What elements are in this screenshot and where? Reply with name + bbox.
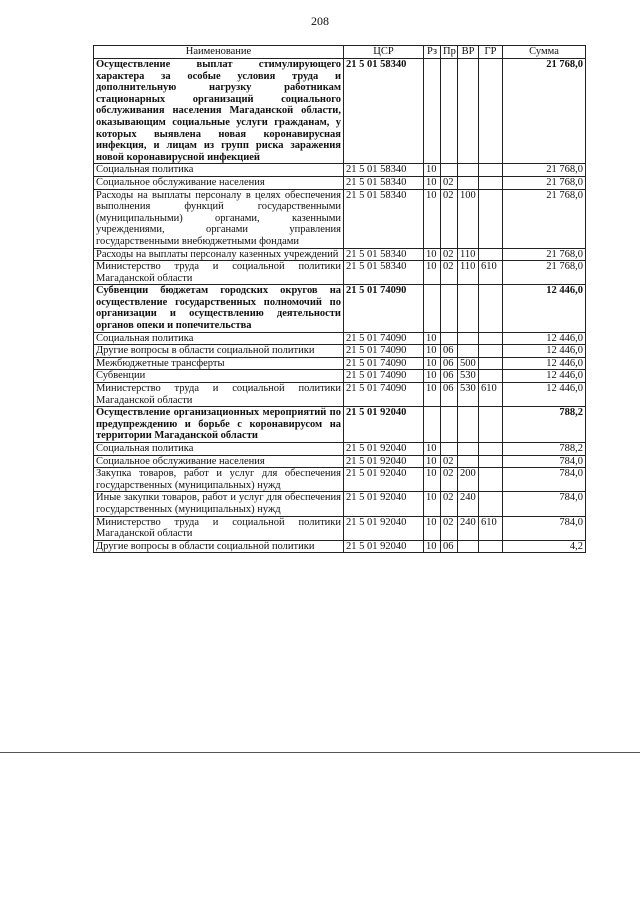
cell-name: Субвенции bbox=[94, 370, 344, 383]
cell-csr: 21 5 01 74090 bbox=[344, 285, 424, 332]
cell-gr: 610 bbox=[479, 516, 503, 540]
table-row bbox=[94, 248, 586, 261]
cell-name: Министерство труда и социальной политики Магаданской области bbox=[94, 383, 344, 407]
cell-sum: 21 768,0 bbox=[503, 261, 586, 285]
cell-gr bbox=[479, 492, 503, 516]
table-row bbox=[94, 370, 586, 383]
cell-pr: 02 bbox=[441, 176, 458, 189]
cell-gr bbox=[479, 540, 503, 553]
cell-pr: 06 bbox=[441, 357, 458, 370]
cell-csr: 21 5 01 74090 bbox=[344, 370, 424, 383]
cell-csr: 21 5 01 74090 bbox=[344, 383, 424, 407]
cell-sum: 12 446,0 bbox=[503, 332, 586, 345]
cell-name: Осуществление организационных мероприятий по предупреждению и борьбе с коронавирусом на территории Магаданской области bbox=[94, 407, 344, 443]
cell-gr bbox=[479, 248, 503, 261]
cell-rz: 10 bbox=[424, 468, 441, 492]
cell-csr: 21 5 01 58340 bbox=[344, 164, 424, 177]
cell-pr: 02 bbox=[441, 468, 458, 492]
table-row bbox=[94, 164, 586, 177]
cell-name: Расходы на выплаты персоналу казенных учреждений bbox=[94, 248, 344, 261]
cell-pr: 02 bbox=[441, 455, 458, 468]
column-header-pr: Пр bbox=[441, 46, 458, 59]
cell-pr: 02 bbox=[441, 492, 458, 516]
cell-name: Министерство труда и социальной политики Магаданской области bbox=[94, 261, 344, 285]
table-row bbox=[94, 407, 586, 443]
table-header-row bbox=[94, 46, 586, 59]
cell-csr: 21 5 01 58340 bbox=[344, 59, 424, 164]
cell-vr: 110 bbox=[458, 248, 479, 261]
cell-rz: 10 bbox=[424, 345, 441, 358]
cell-vr bbox=[458, 332, 479, 345]
table-row bbox=[94, 357, 586, 370]
cell-rz: 10 bbox=[424, 455, 441, 468]
cell-csr: 21 5 01 92040 bbox=[344, 455, 424, 468]
cell-name: Другие вопросы в области социальной политики bbox=[94, 345, 344, 358]
cell-gr bbox=[479, 332, 503, 345]
cell-name: Другие вопросы в области социальной политики bbox=[94, 540, 344, 553]
cell-gr bbox=[479, 443, 503, 456]
cell-sum: 21 768,0 bbox=[503, 176, 586, 189]
cell-rz: 10 bbox=[424, 370, 441, 383]
cell-csr: 21 5 01 92040 bbox=[344, 407, 424, 443]
cell-vr bbox=[458, 540, 479, 553]
cell-name: Субвенции бюджетам городских округов на осуществление государственных полномочий по организации и осуществлению деятельности органов опеки и попечительства bbox=[94, 285, 344, 332]
cell-pr bbox=[441, 332, 458, 345]
cell-csr: 21 5 01 92040 bbox=[344, 468, 424, 492]
cell-name: Иные закупки товаров, работ и услуг для обеспечения государственных (муниципальных) нужд bbox=[94, 492, 344, 516]
cell-sum: 21 768,0 bbox=[503, 59, 586, 164]
cell-rz: 10 bbox=[424, 492, 441, 516]
cell-sum: 788,2 bbox=[503, 407, 586, 443]
cell-name: Закупка товаров, работ и услуг для обеспечения государственных (муниципальных) нужд bbox=[94, 468, 344, 492]
cell-sum: 4,2 bbox=[503, 540, 586, 553]
cell-pr bbox=[441, 164, 458, 177]
cell-pr bbox=[441, 59, 458, 164]
cell-rz bbox=[424, 59, 441, 164]
cell-gr bbox=[479, 455, 503, 468]
cell-pr: 02 bbox=[441, 261, 458, 285]
cell-name: Социальная политика bbox=[94, 332, 344, 345]
cell-csr: 21 5 01 92040 bbox=[344, 516, 424, 540]
cell-gr: 610 bbox=[479, 261, 503, 285]
cell-rz: 10 bbox=[424, 332, 441, 345]
cell-pr: 02 bbox=[441, 189, 458, 248]
cell-sum: 784,0 bbox=[503, 492, 586, 516]
table-body bbox=[94, 59, 586, 553]
cell-rz: 10 bbox=[424, 248, 441, 261]
cell-gr bbox=[479, 468, 503, 492]
table-row bbox=[94, 285, 586, 332]
cell-csr: 21 5 01 92040 bbox=[344, 443, 424, 456]
cell-rz bbox=[424, 407, 441, 443]
cell-rz: 10 bbox=[424, 443, 441, 456]
column-header-csr: ЦСР bbox=[344, 46, 424, 59]
cell-sum: 788,2 bbox=[503, 443, 586, 456]
cell-vr: 530 bbox=[458, 370, 479, 383]
table-row bbox=[94, 468, 586, 492]
cell-csr: 21 5 01 58340 bbox=[344, 176, 424, 189]
cell-name: Социальная политика bbox=[94, 164, 344, 177]
cell-csr: 21 5 01 92040 bbox=[344, 540, 424, 553]
cell-rz: 10 bbox=[424, 383, 441, 407]
table-row bbox=[94, 59, 586, 164]
cell-vr bbox=[458, 59, 479, 164]
cell-gr bbox=[479, 345, 503, 358]
table-row bbox=[94, 176, 586, 189]
cell-pr bbox=[441, 285, 458, 332]
table-row bbox=[94, 189, 586, 248]
cell-name: Социальное обслуживание населения bbox=[94, 176, 344, 189]
column-header-name: Наименование bbox=[94, 46, 344, 59]
cell-gr bbox=[479, 285, 503, 332]
cell-pr bbox=[441, 443, 458, 456]
table-row bbox=[94, 443, 586, 456]
cell-pr: 06 bbox=[441, 383, 458, 407]
cell-rz: 10 bbox=[424, 189, 441, 248]
cell-gr bbox=[479, 407, 503, 443]
cell-sum: 784,0 bbox=[503, 455, 586, 468]
cell-csr: 21 5 01 74090 bbox=[344, 345, 424, 358]
table-row bbox=[94, 492, 586, 516]
cell-pr: 02 bbox=[441, 248, 458, 261]
cell-rz: 10 bbox=[424, 176, 441, 189]
cell-csr: 21 5 01 58340 bbox=[344, 248, 424, 261]
cell-rz: 10 bbox=[424, 357, 441, 370]
table-row bbox=[94, 516, 586, 540]
cell-vr: 110 bbox=[458, 261, 479, 285]
cell-vr bbox=[458, 176, 479, 189]
column-header-gr: ГР bbox=[479, 46, 503, 59]
cell-vr: 240 bbox=[458, 516, 479, 540]
cell-gr bbox=[479, 370, 503, 383]
column-header-rz: Рз bbox=[424, 46, 441, 59]
cell-vr bbox=[458, 164, 479, 177]
cell-csr: 21 5 01 74090 bbox=[344, 357, 424, 370]
cell-sum: 12 446,0 bbox=[503, 383, 586, 407]
cell-vr bbox=[458, 285, 479, 332]
cell-vr bbox=[458, 407, 479, 443]
cell-csr: 21 5 01 92040 bbox=[344, 492, 424, 516]
cell-csr: 21 5 01 58340 bbox=[344, 261, 424, 285]
table-row bbox=[94, 345, 586, 358]
cell-sum: 21 768,0 bbox=[503, 189, 586, 248]
cell-gr: 610 bbox=[479, 383, 503, 407]
cell-pr: 06 bbox=[441, 345, 458, 358]
cell-vr bbox=[458, 455, 479, 468]
cell-sum: 784,0 bbox=[503, 516, 586, 540]
cell-sum: 784,0 bbox=[503, 468, 586, 492]
cell-pr bbox=[441, 407, 458, 443]
cell-rz bbox=[424, 285, 441, 332]
cell-rz: 10 bbox=[424, 164, 441, 177]
cell-name: Расходы на выплаты персоналу в целях обеспечения выполнения функций государственными (муниципальными) органами, казенными учреждениями, органами управления государственными внебюджетными фондами bbox=[94, 189, 344, 248]
table-row bbox=[94, 332, 586, 345]
cell-rz: 10 bbox=[424, 261, 441, 285]
cell-name: Социальное обслуживание населения bbox=[94, 455, 344, 468]
cell-sum: 12 446,0 bbox=[503, 285, 586, 332]
budget-table bbox=[93, 45, 586, 553]
cell-gr bbox=[479, 189, 503, 248]
cell-name: Социальная политика bbox=[94, 443, 344, 456]
cell-gr bbox=[479, 357, 503, 370]
cell-gr bbox=[479, 176, 503, 189]
cell-vr: 240 bbox=[458, 492, 479, 516]
cell-vr: 200 bbox=[458, 468, 479, 492]
cell-vr bbox=[458, 345, 479, 358]
cell-pr: 06 bbox=[441, 370, 458, 383]
table-row bbox=[94, 383, 586, 407]
cell-vr: 500 bbox=[458, 357, 479, 370]
cell-csr: 21 5 01 58340 bbox=[344, 189, 424, 248]
cell-sum: 12 446,0 bbox=[503, 345, 586, 358]
table-row bbox=[94, 540, 586, 553]
cell-csr: 21 5 01 74090 bbox=[344, 332, 424, 345]
column-header-sum: Сумма bbox=[503, 46, 586, 59]
cell-rz: 10 bbox=[424, 516, 441, 540]
cell-name: Осуществление выплат стимулирующего характера за особые условия труда и дополнительную нагрузку работникам стационарных организаций социального обслуживания населения Магаданской области, оказывающим социальные услуги гражданам, у которых выявлена новая коронавирусная инфекция, и лицам из групп риска заражения новой коронавирусной инфекцией bbox=[94, 59, 344, 164]
footer-divider bbox=[0, 752, 640, 753]
cell-gr bbox=[479, 59, 503, 164]
cell-sum: 21 768,0 bbox=[503, 248, 586, 261]
column-header-vr: ВР bbox=[458, 46, 479, 59]
cell-name: Межбюджетные трансферты bbox=[94, 357, 344, 370]
cell-vr bbox=[458, 443, 479, 456]
cell-vr: 530 bbox=[458, 383, 479, 407]
cell-vr: 100 bbox=[458, 189, 479, 248]
cell-name: Министерство труда и социальной политики Магаданской области bbox=[94, 516, 344, 540]
cell-gr bbox=[479, 164, 503, 177]
table-row bbox=[94, 261, 586, 285]
cell-sum: 12 446,0 bbox=[503, 370, 586, 383]
table-row bbox=[94, 455, 586, 468]
page-number: 208 bbox=[311, 14, 329, 28]
cell-rz: 10 bbox=[424, 540, 441, 553]
cell-pr: 02 bbox=[441, 516, 458, 540]
cell-sum: 12 446,0 bbox=[503, 357, 586, 370]
cell-pr: 06 bbox=[441, 540, 458, 553]
cell-sum: 21 768,0 bbox=[503, 164, 586, 177]
